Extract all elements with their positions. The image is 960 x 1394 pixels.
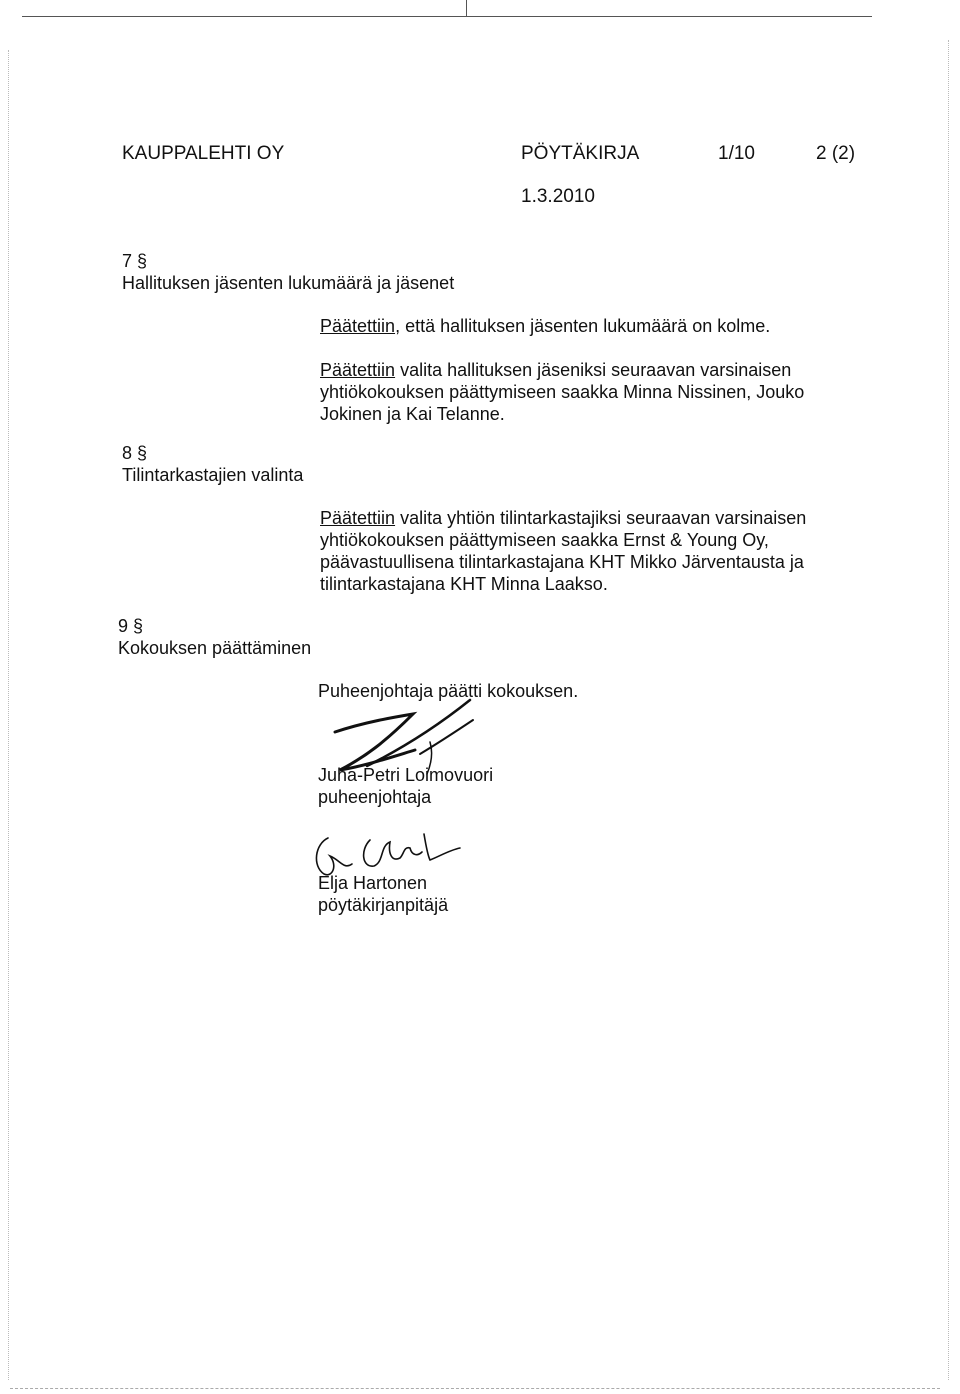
section-7-paragraph-1-text: , että hallituksen jäsenten lukumäärä on kolme.: [395, 316, 771, 336]
scan-border-right: [948, 40, 949, 1380]
section-8-title: Tilintarkastajien valinta: [122, 465, 304, 485]
decision-keyword: Päätettiin: [320, 508, 396, 528]
scan-tick-mark: [466, 0, 467, 16]
section-9-number: 9 §: [118, 616, 144, 636]
decision-keyword: Päätettiin: [320, 360, 396, 380]
signatory-2-name: Elja Hartonen: [318, 873, 428, 893]
section-8-paragraph-line-2: yhtiökokouksen päättymiseen saakka Ernst & Young Oy,: [320, 530, 769, 550]
section-8-paragraph-text: valita yhtiön tilintarkastajiksi seuraavan varsinaisen: [395, 508, 807, 528]
section-8-paragraph-line-3: päävastuullisena tilintarkastajana KHT Mikko Järventausta ja: [320, 552, 804, 572]
section-7-paragraph-2-text: valita hallituksen jäseniksi seuraavan varsinaisen: [395, 360, 792, 380]
section-8-paragraph-line-1: [320, 507, 806, 529]
scan-border-bottom: [10, 1388, 940, 1389]
section-9-title: Kokouksen päättäminen: [118, 638, 312, 658]
decision-keyword: Päätettiin: [320, 316, 396, 336]
signatory-1-role: puheenjohtaja: [318, 787, 432, 807]
section-7-title: Hallituksen jäsenten lukumäärä ja jäsenet: [122, 273, 455, 293]
document-type: PÖYTÄKIRJA: [521, 143, 640, 164]
section-7-paragraph-1: [320, 315, 770, 337]
signatory-2-role: pöytäkirjanpitäjä: [318, 895, 449, 915]
section-7-paragraph-2-line-1: [320, 359, 791, 381]
section-7-paragraph-2-line-3: Jokinen ja Kai Telanne.: [320, 404, 505, 424]
closing-statement: Puheenjohtaja päätti kokouksen.: [318, 681, 579, 701]
section-8-paragraph-line-4: tilintarkastajana KHT Minna Laakso.: [320, 574, 608, 594]
page-number: 2 (2): [816, 143, 856, 164]
company-name: KAUPPALEHTI OY: [122, 143, 285, 164]
scan-border-top: [22, 16, 872, 17]
section-8-number: 8 §: [122, 443, 148, 463]
document-number: 1/10: [718, 143, 755, 164]
document-date: 1.3.2010: [521, 186, 595, 207]
signatory-1-name: Juha-Petri Loimovuori: [318, 765, 494, 785]
section-7-number: 7 §: [122, 251, 148, 271]
scan-border-left: [8, 50, 9, 1380]
section-7-paragraph-2-line-2: yhtiökokouksen päättymiseen saakka Minna Nissinen, Jouko: [320, 382, 805, 402]
